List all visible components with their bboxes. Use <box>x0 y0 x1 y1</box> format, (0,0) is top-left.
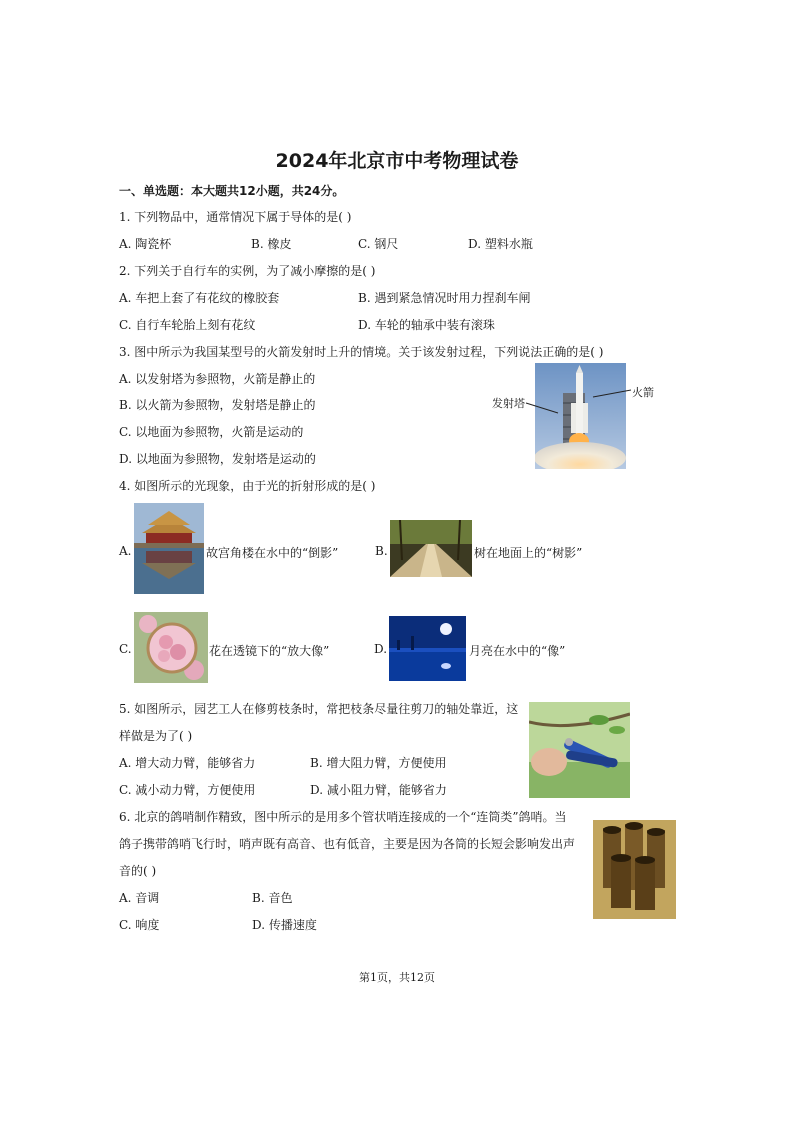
q2-option-a: A. 车把上套了有花纹的橡胶套 <box>119 291 280 305</box>
q4-option-d-text: 月亮在水中的“像” <box>469 644 566 658</box>
magnifier-flower-image <box>134 612 208 683</box>
q5-option-a: A. 增大动力臂，能够省力 <box>119 756 256 770</box>
q2-option-c: C. 自行车轮胎上刻有花纹 <box>119 318 256 332</box>
q4-option-b-letter: B. <box>375 544 388 558</box>
q4-option-d-letter: D. <box>374 642 388 656</box>
q3-option-d: D. 以地面为参照物，发射塔是运动的 <box>119 452 316 466</box>
q6-option-c: C. 响度 <box>119 918 160 932</box>
q6-stem-line3: 音的( ) <box>119 864 157 878</box>
tree-shadow-road-image <box>390 520 472 577</box>
q5-option-d: D. 减小阻力臂，能够省力 <box>310 783 447 797</box>
q2-option-d: D. 车轮的轴承中装有滚珠 <box>358 318 495 332</box>
q1-stem: 1. 下列物品中，通常情况下属于导体的是( ) <box>119 210 352 224</box>
q6-option-b: B. 音色 <box>252 891 293 905</box>
q5-stem-line2: 样做是为了( ) <box>119 729 193 743</box>
q2-stem: 2. 下列关于自行车的实例，为了减小摩擦的是( ) <box>119 264 376 278</box>
rocket-label: 火箭 <box>632 386 654 399</box>
q5-option-b: B. 增大阻力臂，方便使用 <box>310 756 447 770</box>
q6-stem-line2: 鸽子携带鸽哨飞行时，哨声既有高音、也有低音，主要是因为各筒的长短会影响发出声 <box>119 837 576 851</box>
q3-option-c: C. 以地面为参照物，火箭是运动的 <box>119 425 304 439</box>
moon-water-image <box>389 616 466 681</box>
rocket-launch-image <box>535 363 626 469</box>
q4-option-c-text: 花在透镜下的“放大像” <box>209 644 330 658</box>
q4-option-a-text: 故宫角楼在水中的“倒影” <box>206 546 339 560</box>
pigeon-whistle-image <box>593 820 676 919</box>
pruning-shears-image <box>529 702 630 798</box>
q3-option-b: B. 以火箭为参照物，发射塔是静止的 <box>119 398 316 412</box>
corner-tower-reflection-image <box>134 503 204 594</box>
q3-stem: 3. 图中所示为我国某型号的火箭发射时上升的情境。关于该发射过程，下列说法正确的是( ) <box>119 345 604 359</box>
q6-option-a: A. 音调 <box>119 891 160 905</box>
q6-stem-line1: 6. 北京的鸽哨制作精致，图中所示的是用多个管状哨连接成的一个“连筒类”鸽哨。当 <box>119 810 567 824</box>
q1-option-a: A. 陶瓷杯 <box>119 237 172 251</box>
q4-stem: 4. 如图所示的光现象，由于光的折射形成的是( ) <box>119 479 376 493</box>
q4-option-a-letter: A. <box>119 544 132 558</box>
q3-option-a: A. 以发射塔为参照物，火箭是静止的 <box>119 372 316 386</box>
q1-option-b: B. 橡皮 <box>251 237 292 251</box>
section-heading: 一、单选题：本大题共12小题，共24分。 <box>119 184 345 198</box>
page-title: 2024年北京市中考物理试卷 <box>275 150 519 172</box>
page-footer: 第1页，共12页 <box>359 971 435 984</box>
q1-option-c: C. 钢尺 <box>358 237 399 251</box>
q5-stem-line1: 5. 如图所示，园艺工人在修剪枝条时，常把枝条尽量往剪刀的轴处靠近，这 <box>119 702 519 716</box>
figure-pointer-lines <box>525 385 635 415</box>
tower-label: 发射塔 <box>492 397 525 410</box>
q1-option-d: D. 塑料水瓶 <box>468 237 533 251</box>
q4-option-c-letter: C. <box>119 642 132 656</box>
q2-option-b: B. 遇到紧急情况时用力捏刹车闸 <box>358 291 531 305</box>
q4-option-b-text: 树在地面上的“树影” <box>474 546 583 560</box>
q5-option-c: C. 减小动力臂，方便使用 <box>119 783 256 797</box>
q6-option-d: D. 传播速度 <box>252 918 317 932</box>
